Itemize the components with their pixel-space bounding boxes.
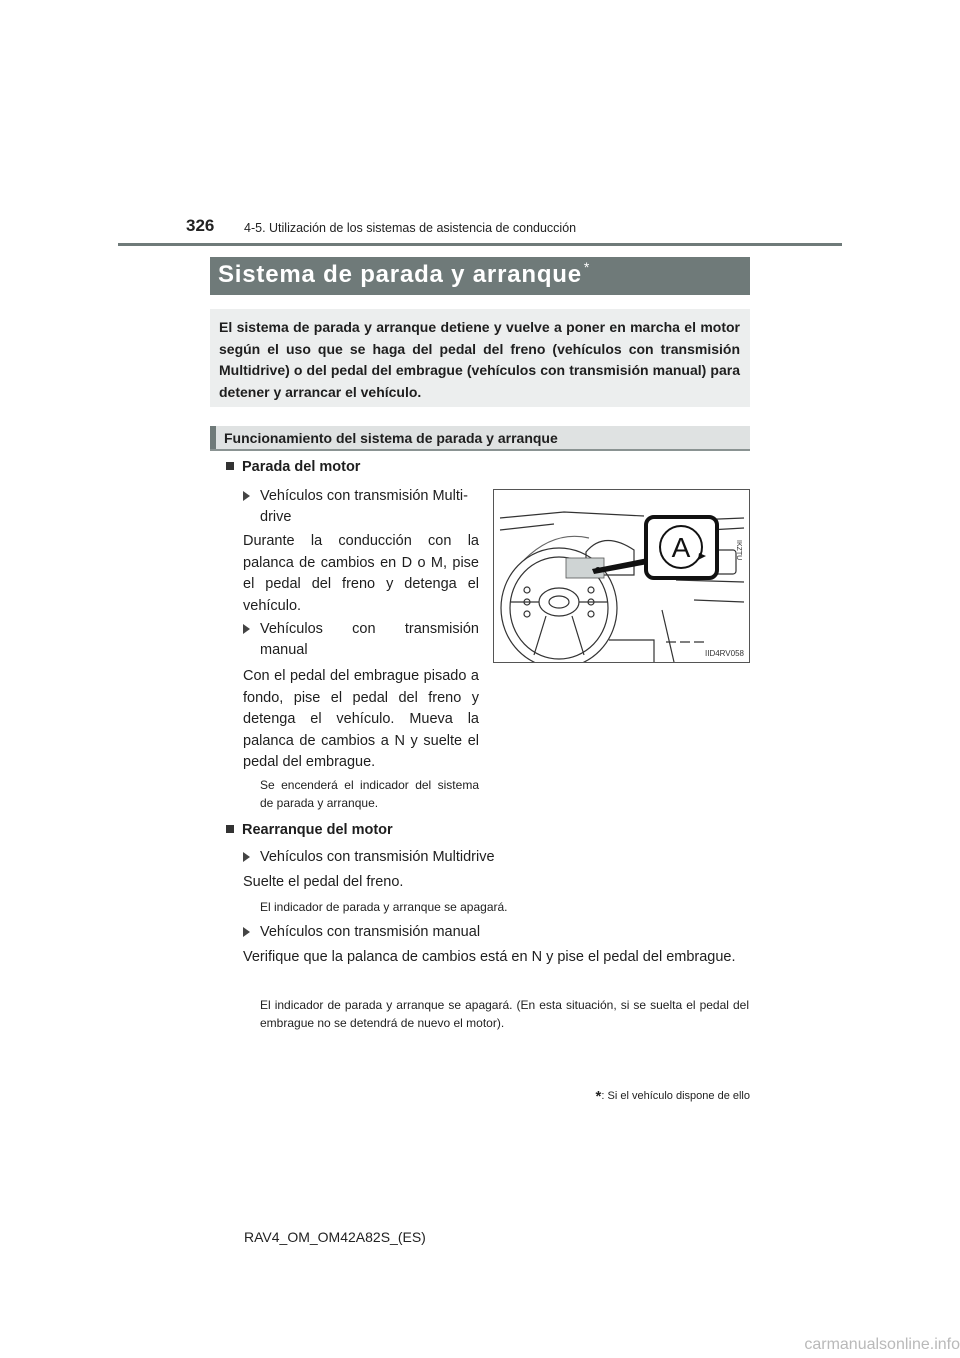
restart-multidrive-note: El indicador de parada y arranque se apagará. — [260, 900, 508, 914]
figure-code: IID4RV058 — [705, 649, 744, 658]
figure-side-code: IKZTU — [735, 540, 742, 561]
footnote-text: : Si el vehículo dispone de ello — [601, 1090, 750, 1102]
restart-manual-text: Verifique que la palanca de cambios está en N y pise el pedal del embrague. — [243, 949, 736, 965]
stop-heading-text: Parada del motor — [242, 459, 361, 475]
steering-wheel-illustration — [494, 490, 749, 662]
subsection-header — [210, 426, 750, 451]
stop-multidrive-label — [243, 486, 479, 528]
restart-manual-note: El indicador de parada y arranque se apagará. (En esta situación, si se suelta el pedal del embrague no se detendrá de nuevo el motor). — [260, 998, 749, 1030]
title-asterisk: * — [583, 259, 591, 275]
subsection-accent — [210, 426, 216, 449]
stop-heading — [226, 459, 360, 475]
page-number: 326 — [186, 216, 215, 235]
section-title-bar — [210, 257, 750, 295]
square-bullet-icon — [226, 825, 234, 833]
triangle-bullet-icon — [243, 927, 250, 937]
restart-multidrive-text: Suelte el pedal del freno. — [243, 874, 404, 890]
triangle-bullet-icon — [243, 624, 250, 634]
document-code: RAV4_OM_OM42A82S_(ES) — [244, 1229, 426, 1245]
triangle-bullet-icon — [243, 852, 250, 862]
stop-note: Se encenderá el indicador del sistema de parada y arranque. — [260, 778, 479, 810]
page-title — [218, 261, 590, 289]
restart-multidrive-label — [243, 847, 743, 868]
restart-multidrive-label-text: Vehículos con transmisión Multidrive — [260, 849, 495, 865]
dashboard-illustration — [493, 489, 750, 663]
header-divider — [118, 243, 842, 246]
restart-manual-label — [243, 922, 743, 943]
intro-text: El sistema de parada y arranque detiene y vuelve a poner en marcha el motor según el uso que se haga del pedal del freno (vehículos con transmisión Multidrive) o del pedal del embrague (vehículos con transmisión manual) para detener y arrancar el vehículo. — [219, 319, 740, 400]
footnote — [596, 1086, 750, 1103]
stop-manual-label-text: Vehículos con transmisión manual — [260, 621, 479, 658]
restart-heading-text: Rearranque del motor — [242, 822, 393, 838]
subsection-title: Funcionamiento del sistema de parada y arranque — [224, 430, 558, 446]
stop-manual-text: Con el pedal del embrague pisado a fondo, pise el pedal del freno y detenga el vehículo. Mueva la palanca de cambios a N y suelte el pedal del embrague. — [243, 668, 479, 770]
intro-box — [210, 309, 750, 407]
restart-manual-label-text: Vehículos con transmisión manual — [260, 924, 481, 940]
stop-manual-label — [243, 619, 479, 661]
square-bullet-icon — [226, 462, 234, 470]
footnote-asterisk: * — [595, 1088, 602, 1105]
chapter-title: 4-5. Utilización de los sistemas de asistencia de conducción — [244, 221, 577, 235]
page-title-text: Sistema de parada y arranque — [218, 261, 582, 288]
stop-multidrive-label-text: Vehículos con transmisión Multi-drive — [260, 488, 468, 525]
restart-heading — [226, 822, 393, 838]
watermark: carmanualsonline.info — [804, 1336, 960, 1353]
triangle-bullet-icon — [243, 491, 250, 501]
stop-start-button-letter: A — [671, 532, 691, 563]
stop-multidrive-text: Durante la conducción con la palanca de cambios en D o M, pise el pedal del freno y detenga el vehículo. — [243, 533, 479, 614]
